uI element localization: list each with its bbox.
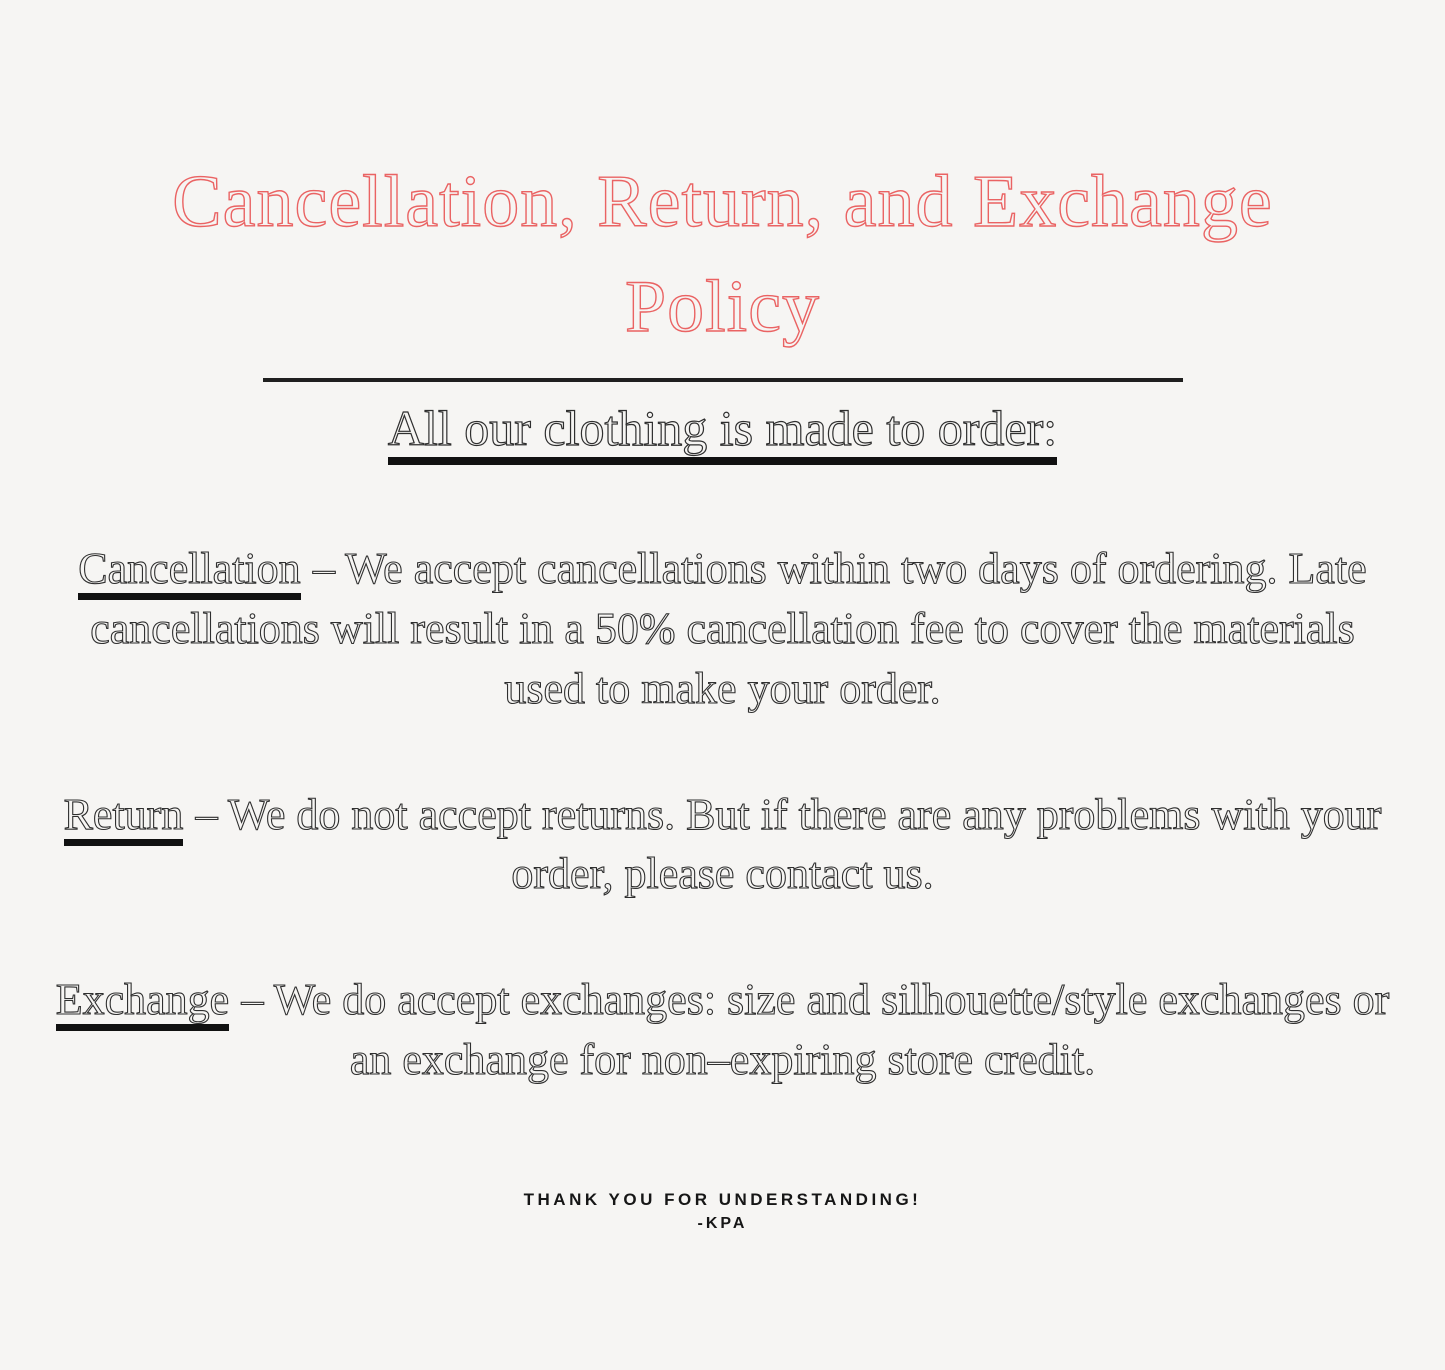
page-title: [93, 150, 1353, 360]
subtitle-text: All our clothing is made to order:: [388, 400, 1057, 465]
footer: [55, 1190, 1390, 1233]
policy-cancellation-term: Cancellation: [78, 544, 300, 600]
policy-return-term: Return: [64, 790, 184, 846]
page-title-line-2: Policy: [624, 266, 821, 349]
policy-cancellation-text: – We accept cancellations within two days of ordering. Late cancellations will result in a 50% cancellation fee to cover the materials used to make your order.: [90, 544, 1367, 713]
subtitle: [55, 396, 1390, 461]
page-title-line-1: Cancellation, Return, and Exchange: [172, 161, 1273, 243]
policy-exchange-text: – We do accept exchanges: size and silhouette/style exchanges or an exchange for non–expiring store credit.: [241, 975, 1390, 1085]
policy-return: [55, 785, 1390, 905]
policy-cancellation: [55, 539, 1390, 718]
title-divider: [263, 378, 1183, 382]
policy-exchange-term: Exchange: [56, 975, 229, 1031]
footer-thanks: THANK YOU FOR UNDERSTANDING!: [523, 1189, 922, 1209]
footer-signature: -KPA: [697, 1214, 748, 1232]
policy-return-text: – We do not accept returns. But if there are any problems with your order, please contact us.: [195, 789, 1382, 899]
policy-exchange: [55, 970, 1390, 1090]
